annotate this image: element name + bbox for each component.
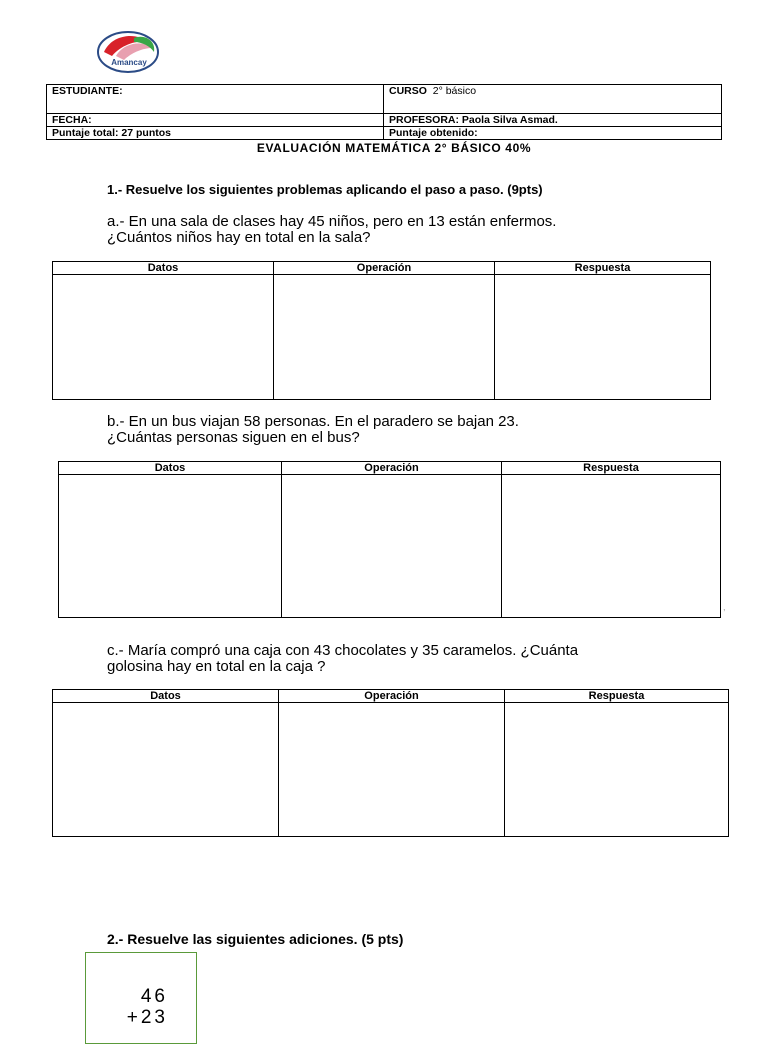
puntaje-total-label: Puntaje total: 27 puntos: [52, 127, 172, 139]
datos-cell[interactable]: [53, 275, 274, 400]
fecha-label: FECHA:: [52, 114, 92, 126]
column-datos: Datos: [53, 262, 274, 275]
logo-swoosh-icon: [94, 30, 164, 82]
curso-cell: [384, 85, 722, 114]
work-table-a: [52, 261, 711, 400]
curso-value: 2° básico: [432, 85, 477, 97]
column-operacion: Operación: [274, 262, 495, 275]
problem-b: [107, 414, 519, 446]
evaluation-title: EVALUACIÓN MATEMÁTICA 2° BÁSICO 40%: [256, 141, 532, 155]
column-respuesta: Respuesta: [505, 690, 729, 703]
student-info-table: [46, 84, 722, 140]
problem-a-line1: a.- En una sala de clases hay 45 niños, pero en 13 están enfermos.: [107, 213, 557, 230]
section2-heading: 2.- Resuelve las siguientes adiciones. (5 pts): [107, 931, 404, 947]
problem-a-line2: ¿Cuántos niños hay en total en la sala?: [107, 229, 371, 246]
respuesta-cell[interactable]: [495, 275, 711, 400]
datos-cell[interactable]: [53, 703, 279, 837]
column-operacion: Operación: [282, 462, 502, 475]
operacion-cell[interactable]: [274, 275, 495, 400]
problem-c-line2: golosina hay en total en la caja ?: [107, 658, 326, 675]
section1-heading: 1.- Resuelve los siguientes problemas aplicando el paso a paso. (9pts): [107, 182, 543, 197]
profesora-label: PROFESORA: Paola Silva Asmad.: [389, 114, 558, 126]
addition-box[interactable]: [85, 952, 197, 1044]
problem-b-line2: ¿Cuántas personas siguen en el bus?: [107, 429, 360, 446]
column-operacion: Operación: [279, 690, 505, 703]
operacion-cell[interactable]: [282, 475, 502, 618]
work-table-c: [52, 689, 729, 837]
respuesta-cell[interactable]: [505, 703, 729, 837]
column-datos: Datos: [53, 690, 279, 703]
problem-a: [107, 214, 556, 246]
puntaje-obtenido-cell[interactable]: [384, 127, 722, 140]
curso-label: CURSO: [389, 85, 427, 97]
profesora-cell: [384, 114, 722, 127]
column-respuesta: Respuesta: [502, 462, 721, 475]
problem-b-line1: b.- En un bus viajan 58 personas. En el paradero se bajan 23.: [107, 413, 519, 430]
school-logo: [94, 30, 164, 82]
problem-c: [107, 643, 578, 675]
estudiante-cell[interactable]: [47, 85, 384, 114]
puntaje-total-cell: [47, 127, 384, 140]
operacion-cell[interactable]: [279, 703, 505, 837]
problem-c-line1: c.- María compró una caja con 43 chocolates y 35 caramelos. ¿Cuánta: [107, 642, 579, 659]
fecha-cell[interactable]: [47, 114, 384, 127]
addition-bottom-number: +23: [126, 1007, 168, 1028]
logo-text: Amancay: [111, 58, 147, 67]
datos-cell[interactable]: [59, 475, 282, 618]
respuesta-cell[interactable]: [502, 475, 721, 618]
column-datos: Datos: [59, 462, 282, 475]
estudiante-label: ESTUDIANTE:: [52, 85, 123, 97]
puntaje-obtenido-label: Puntaje obtenido:: [389, 127, 478, 139]
addition-top-number: 46: [140, 986, 168, 1007]
column-respuesta: Respuesta: [495, 262, 711, 275]
work-table-b: [58, 461, 721, 618]
page-mark: ,: [723, 602, 726, 612]
